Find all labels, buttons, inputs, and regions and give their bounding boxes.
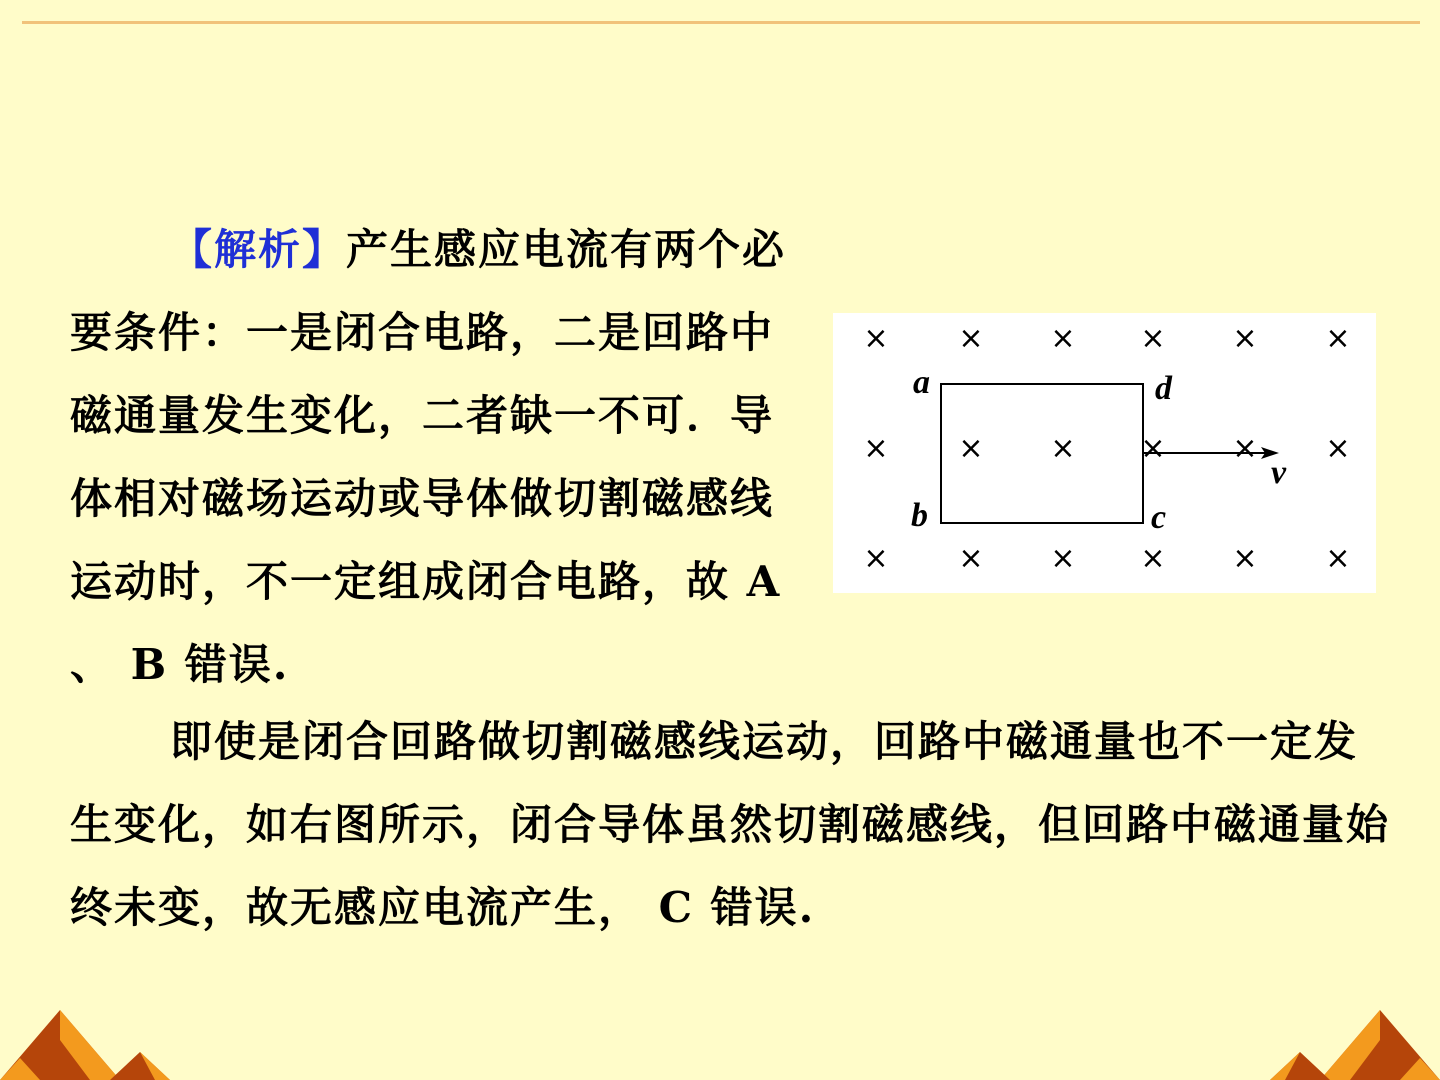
field-cross: ×: [863, 541, 889, 576]
analysis-paragraph-2-text: 即使是闭合回路做切割磁感线运动，回路中磁通量也不一定发生变化，如右图所示，闭合导体虽然切割磁感线，但回路中磁通量始终未变，故无感应电流产生， C 错误.: [70, 717, 1391, 932]
field-cross: ×: [1140, 431, 1166, 466]
field-cross: ×: [1050, 541, 1076, 576]
field-cross: ×: [1232, 541, 1258, 576]
field-cross: ×: [958, 321, 984, 356]
field-cross: ×: [958, 431, 984, 466]
field-row-bottom: [863, 541, 1350, 576]
field-cross: ×: [1232, 321, 1258, 356]
top-divider-line: [22, 21, 1420, 24]
diagram-svg: [833, 313, 1376, 593]
corner-decoration-right: [1260, 1000, 1440, 1080]
field-cross: ×: [1325, 431, 1351, 466]
field-cross: ×: [1140, 321, 1166, 356]
field-row-top: [863, 321, 1350, 356]
analysis-paragraph-1-text: 产生感应电流有两个必要条件：一是闭合电路，二是回路中磁通量发生变化，二者缺一不可．导体相对磁场运动或导体做切割磁感线运动时，不一定组成闭合电路，故 A 、 B 错误.: [70, 225, 787, 689]
field-cross: ×: [1232, 431, 1258, 466]
corner-label-c: c: [1151, 499, 1167, 536]
field-cross: ×: [863, 431, 889, 466]
field-cross: ×: [1140, 541, 1166, 576]
corner-label-b: b: [911, 497, 928, 534]
field-cross: ×: [1325, 321, 1351, 356]
analysis-tag: 【解析】: [170, 225, 347, 274]
moving-loop-diagram: [833, 313, 1376, 593]
corner-label-a: a: [913, 364, 930, 401]
analysis-paragraph-1: [70, 208, 815, 706]
velocity-label: v: [1271, 454, 1287, 491]
field-cross: ×: [1050, 431, 1076, 466]
field-cross: ×: [958, 541, 984, 576]
field-cross: ×: [863, 321, 889, 356]
corner-label-d: d: [1155, 370, 1172, 407]
corner-decoration-left: [0, 1000, 180, 1080]
analysis-paragraph-2: [70, 700, 1390, 949]
field-cross: ×: [1325, 541, 1351, 576]
field-cross: ×: [1050, 321, 1076, 356]
